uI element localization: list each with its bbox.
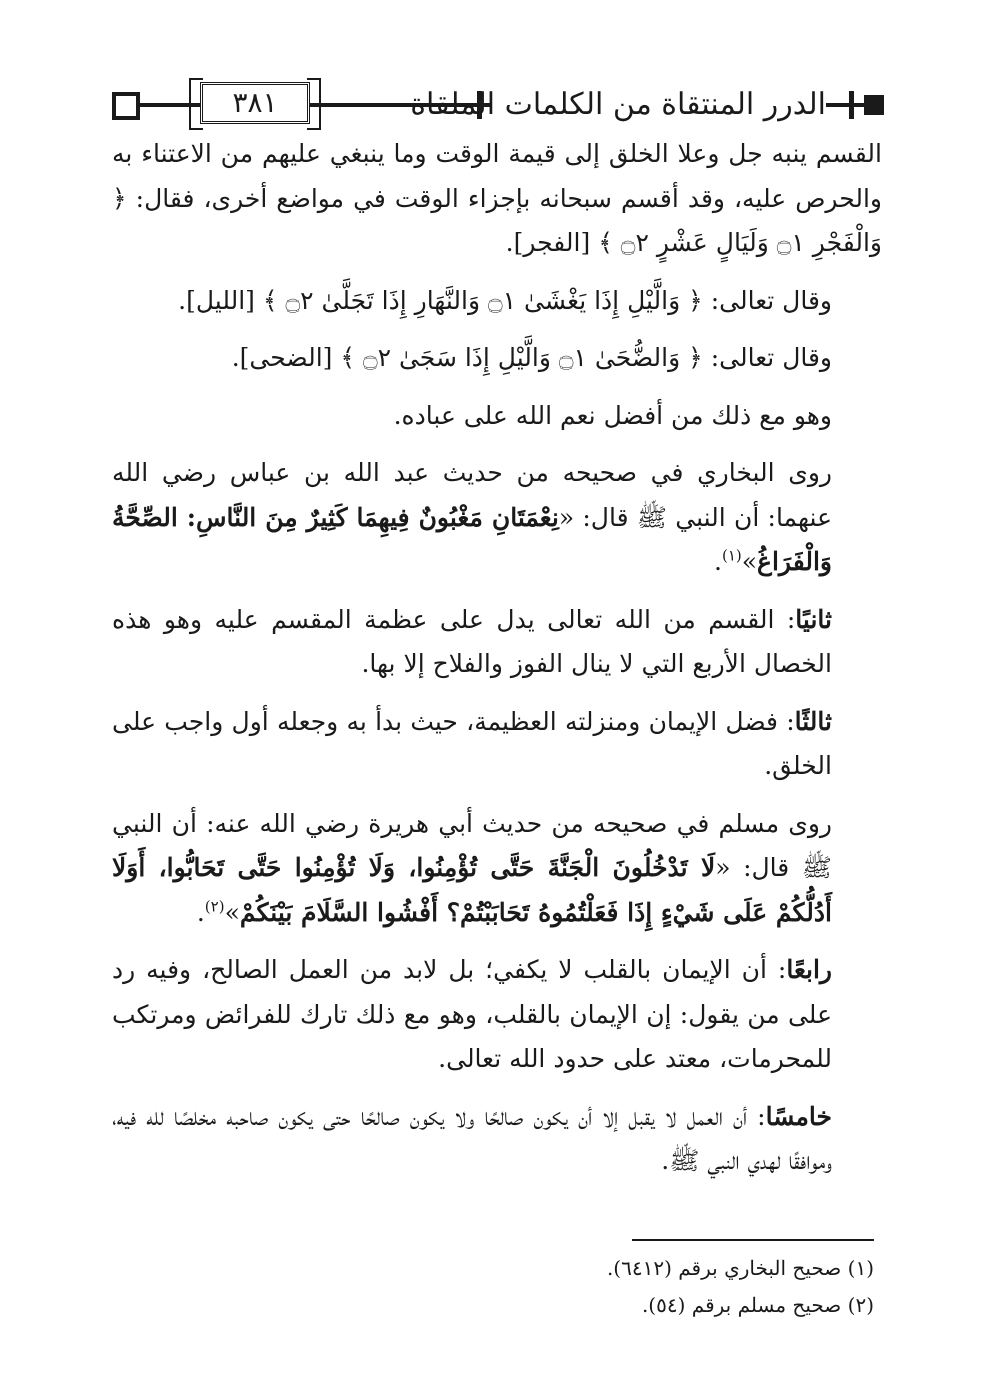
quote-close: » xyxy=(224,897,240,927)
point-text: : أن العمل لا يقبل إلا أن يكون صالحًا ولا يكون صالحًا حتى يكون صاحبه مخلصًا لله فيه، وموافقًا لهدي النبي ﷺ. xyxy=(112,1101,832,1175)
footnote-marker: (١) xyxy=(721,546,742,565)
hadith-paragraph xyxy=(112,802,882,936)
header-open-square-ornament xyxy=(112,92,140,120)
point-label: ثانيًا xyxy=(795,604,832,634)
period: . xyxy=(714,547,722,576)
footnote: (١) صحيح البخاري برقم (٦٤١٢). xyxy=(606,1256,874,1280)
header-bar-ornament xyxy=(849,91,854,119)
page-body xyxy=(112,132,882,1197)
quote-close: » xyxy=(741,547,758,576)
page-number-frame xyxy=(200,82,310,124)
paragraph: القسم ينبه جل وعلا الخلق إلى قيمة الوقت وما ينبغي عليهم من الاعتناء به والحرص عليه، وقد أقسم سبحانه بإجزاء الوقت في مواضع أخرى، فقال: ﴿ وَالْفَجْرِ ۝١ وَلَيَالٍ عَشْرٍ ۝٢ ﴾ [الفجر]. xyxy=(112,139,882,257)
hadith-text: لَا تَدْخُلُونَ الْجَنَّةَ حَتَّى تُؤْمِنُوا، وَلَا تُؤْمِنُوا حَتَّى تَحَابُّوا، أَوَلَا أَدُلُّكُمْ عَلَى شَيْءٍ إِذَا فَعَلْتُمُوهُ تَحَابَبْتُمْ؟ أَفْشُوا السَّلَامَ بَيْنَكُمْ xyxy=(112,853,832,927)
footnote: (٢) صحيح مسلم برقم (٥٤). xyxy=(641,1293,874,1317)
page-header xyxy=(112,80,874,130)
hadith-text: نِعْمَتَانِ مَغْبُونٌ فِيهِمَا كَثِيرٌ مِنَ النَّاسِ: الصِّحَّةُ وَالْفَرَاغُ xyxy=(112,502,832,576)
point-paragraph xyxy=(112,948,882,1082)
point-text: : أن الإيمان بالقلب لا يكفي؛ بل لابد من العمل الصالح، وفيه رد على من يقول: إن الإيمان بالقلب، وهو مع ذلك تارك للفرائض ومرتكب للمحرمات، معتد على حدود الله تعالى. xyxy=(112,955,832,1073)
paragraph: وهو مع ذلك من أفضل نعم الله على عباده. xyxy=(393,400,832,430)
point-paragraph xyxy=(112,1095,882,1184)
book-title: الدرر المنتقاة من الكلمات الملقاة xyxy=(490,84,826,126)
point-label: رابعًا xyxy=(786,955,832,984)
hadith-paragraph xyxy=(112,451,882,585)
paragraph: وقال تعالى: ﴿ وَالَّيْلِ إِذَا يَغْشَىٰ ۝١ وَالنَّهَارِ إِذَا تَجَلَّىٰ ۝٢ ﴾ [الليل]. xyxy=(178,285,832,315)
footnote-marker: (٢) xyxy=(204,897,225,916)
period: . xyxy=(196,897,205,927)
footnote-separator xyxy=(632,1239,874,1241)
point-label: خامسًا xyxy=(765,1101,832,1131)
footnotes xyxy=(274,1250,874,1324)
point-paragraph xyxy=(112,598,882,687)
point-label: ثالثًا xyxy=(794,706,832,736)
point-text: : فضل الإيمان ومنزلته العظيمة، حيث بدأ به وجعله أول واجب على الخلق. xyxy=(112,706,832,780)
point-text: : القسم من الله تعالى يدل على عظمة المقسم عليه وهو هذه الخصال الأربع التي لا ينال الفوز والفلاح إلا بها. xyxy=(112,604,832,678)
paragraph: وقال تعالى: ﴿ وَالضُّحَىٰ ۝١ وَالَّيْلِ إِذَا سَجَىٰ ۝٢ ﴾ [الضحى]. xyxy=(231,343,832,372)
page-number: ٣٨١ xyxy=(232,86,278,119)
header-square-ornament xyxy=(864,95,884,115)
point-paragraph xyxy=(112,700,882,789)
hadith-intro: روى مسلم في صحيحه من حديث أبي هريرة رضي الله عنه: أن النبي ﷺ قال: « xyxy=(112,808,833,882)
hadith-intro: روى البخاري في صحيحه من حديث عبد الله بن عباس رضي الله عنهما: أن النبي ﷺ قال: « xyxy=(112,458,832,532)
